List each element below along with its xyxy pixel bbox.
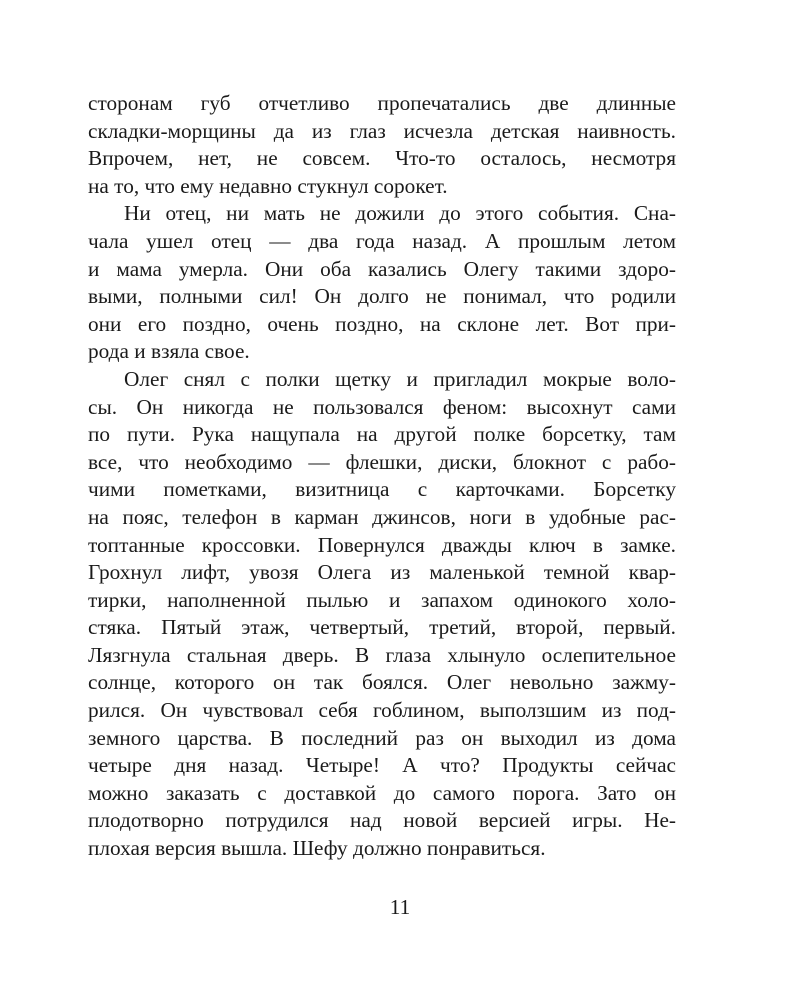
text-line: плодотворно потрудился над новой версией игры. Не- xyxy=(88,808,676,833)
text-line: складки-морщины да из глаз исчезла детская наивность. xyxy=(88,118,676,143)
text-line: выми, полными сил! Он долго не понимал, что родили xyxy=(88,284,676,309)
text-line: Лязгнула стальная дверь. В глаза хлынуло ослепительное xyxy=(88,642,676,667)
text-line: все, что необходимо — флешки, диски, блокнот с рабо- xyxy=(88,449,676,474)
page-number: 11 xyxy=(389,895,411,919)
book-page-text xyxy=(88,90,676,863)
paragraph-3 xyxy=(88,366,676,863)
text-line: чала ушел отец — два года назад. А прошлым летом xyxy=(88,228,676,253)
text-line: солнце, которого он так боялся. Олег невольно зажму- xyxy=(88,670,676,695)
paragraph-2 xyxy=(88,200,676,366)
text-line: рода и взяла свое. xyxy=(88,339,250,364)
text-line: Ни отец, ни мать не дожили до этого события. Сна- xyxy=(124,201,676,226)
text-line: они его поздно, очень поздно, на склоне лет. Вот при- xyxy=(88,311,676,336)
text-line: топтанные кроссовки. Повернулся дважды ключ в замке. xyxy=(88,532,676,557)
text-line: Олег снял с полки щетку и пригладил мокрые воло- xyxy=(124,366,676,391)
text-line: Грохнул лифт, увозя Олега из маленькой темной квар- xyxy=(88,560,676,585)
text-line: стяка. Пятый этаж, четвертый, третий, второй, первый. xyxy=(88,615,676,640)
paragraph-1 xyxy=(88,90,676,200)
text-line: четыре дня назад. Четыре! А что? Продукты сейчас xyxy=(88,753,676,778)
text-line: сторонам губ отчетливо пропечатались две длинные xyxy=(88,91,676,115)
text-line: земного царства. В последний раз он выходил из дома xyxy=(88,725,676,750)
text-line: на то, что ему недавно стукнул сорокет. xyxy=(88,173,448,198)
text-line: чими пометками, визитница с карточками. Борсетку xyxy=(88,477,676,502)
text-line: Впрочем, нет, не совсем. Что-то осталось, несмотря xyxy=(88,146,676,171)
text-line: сы. Он никогда не пользовался феном: высохнут сами xyxy=(88,394,676,419)
text-line: на пояс, телефон в карман джинсов, ноги в удобные рас- xyxy=(88,504,676,529)
text-line: можно заказать с доставкой до самого порога. Зато он xyxy=(88,780,676,805)
text-line: по пути. Рука нащупала на другой полке борсетку, там xyxy=(88,422,676,447)
text-line: и мама умерла. Они оба казались Олегу такими здоро- xyxy=(88,256,676,281)
text-line: плохая версия вышла. Шефу должно понравиться. xyxy=(88,836,546,861)
text-line: тирки, наполненной пылью и запахом одинокого холо- xyxy=(88,587,676,612)
text-line: рился. Он чувствовал себя гоблином, выползшим из под- xyxy=(88,698,676,723)
